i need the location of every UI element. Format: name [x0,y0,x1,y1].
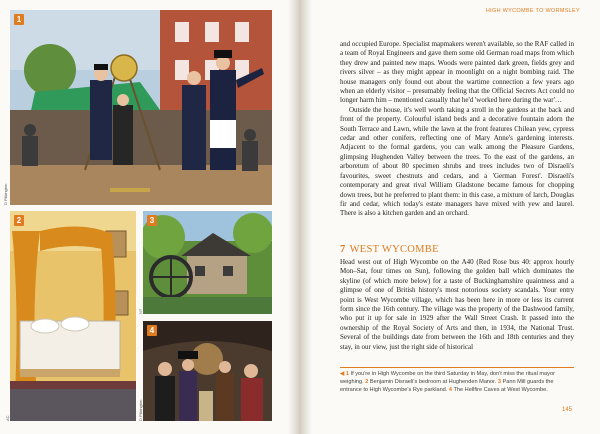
photo-badge-3: 3 [147,215,157,226]
photo-disraeli-bedroom [10,211,136,421]
caption-divider [340,367,574,368]
caption-number: 1 [345,371,349,377]
caption-number: 2 [365,378,369,385]
page-number: 145 [561,407,572,413]
photo-mayor-weighing [10,10,272,205]
photo-badge-1: 1 [14,14,24,25]
paragraph: Head west out of High Wycombe on the A40 (Red Rose bus 40: approx hourly Mon–Sat, four times on Sun), following the golden ball which dominates the skyline (of which more below) for a taste of Buckinghamshire quaintness and a glimpse of one of British history's most notorious society scandals. Your entry point is West Wycombe village, which has been here in more or less its current form since the 16th century. The village was the property of the Dashwood family, who put it up for sale in 1929 after the Wall Street Crash. It passed into the ownership of the Royal Society of Arts and then, in 1934, the National Trust. Several of the buildings date from between the 16th and 18th centuries and they stay, in our view, just the right side of historical [340,258,574,351]
left-arrow-icon: ◀ [340,371,345,377]
body-text-top [340,40,574,219]
left-page [0,0,288,434]
photo-hellfire-caves [143,321,272,421]
photo-pann-mill [143,211,272,314]
section-title: WEST WYCOMBE [349,244,439,255]
running-head: HIGH WYCOMBE TO WORMSLEY [485,8,580,14]
photo-credit-1: D Pilkington [3,183,8,205]
section-heading [340,244,439,255]
paragraph: Outside the house, it's well worth taking a stroll in the gardens at the back and front of the property. Colourful island beds and a decorative fountain adorn the South Terrace and Lawn, while the lawn at the front features Chilean yew, cypress cedar and other conifers, reflecting one of Mary Anne's gardening interests. Adjacent to the formal gardens, you can walk among the Pleasure Gardens, glimpsing Hughenden Valley between the trees. To the east of the gardens, an arboretum of about 80 specimen shrubs and trees includes two of Disraeli's favourites, sweet chestnuts and cedars, and a 'German Forest'. Disraeli's contemporary and great rival William Gladstone became famous for chopping down trees, but he preferred to plant them: in this case, a mixture of larch, Douglas fir and cedar, which today's estate managers have mixed with yew and laurel. There is also a kitchen garden and an orchard. [340,105,574,218]
caption-text: If you're in High Wycombe on the third Saturday in May, don't miss the ritual mayor weighing. [340,371,555,385]
paragraph: and occupied Europe. Specialist mapmakers weren't available, so the RAF called in a team of Royal Engineers and gave them some old German road maps from which they drew and painted new maps. Woods were painted dark green, fields grey and rivers silver – as they might appear in moonlight on a night bombing raid. The house managers only found out about the wartime connection a few years ago when an elderly visitor – presumably feeling that the Official Secrets Act could no longer harm him – mentioned casually that he'd 'worked here during the war'… [340,40,574,105]
caption-text: The Hellfire Caves at West Wycombe. [452,386,548,393]
body-text-section [340,258,574,352]
photo-credit-3: NT [138,308,143,314]
caption-number: 3 [497,378,501,385]
caption-number: 4 [448,386,453,393]
caption-text: Benjamin Disraeli's bedroom at Hughenden Manor. [368,378,498,385]
caption-text: Pann Mill guards the entrance to High Wycombe's Rye parkland. [340,378,554,393]
photo-badge-4: 4 [147,325,157,336]
photo-credit-4: D Pilkington [138,399,143,421]
book-gutter [288,0,312,434]
photo-captions [340,371,574,394]
photo-badge-2: 2 [14,215,24,226]
section-number: 7 [340,244,346,255]
photo-credit-2: AC [5,415,10,421]
